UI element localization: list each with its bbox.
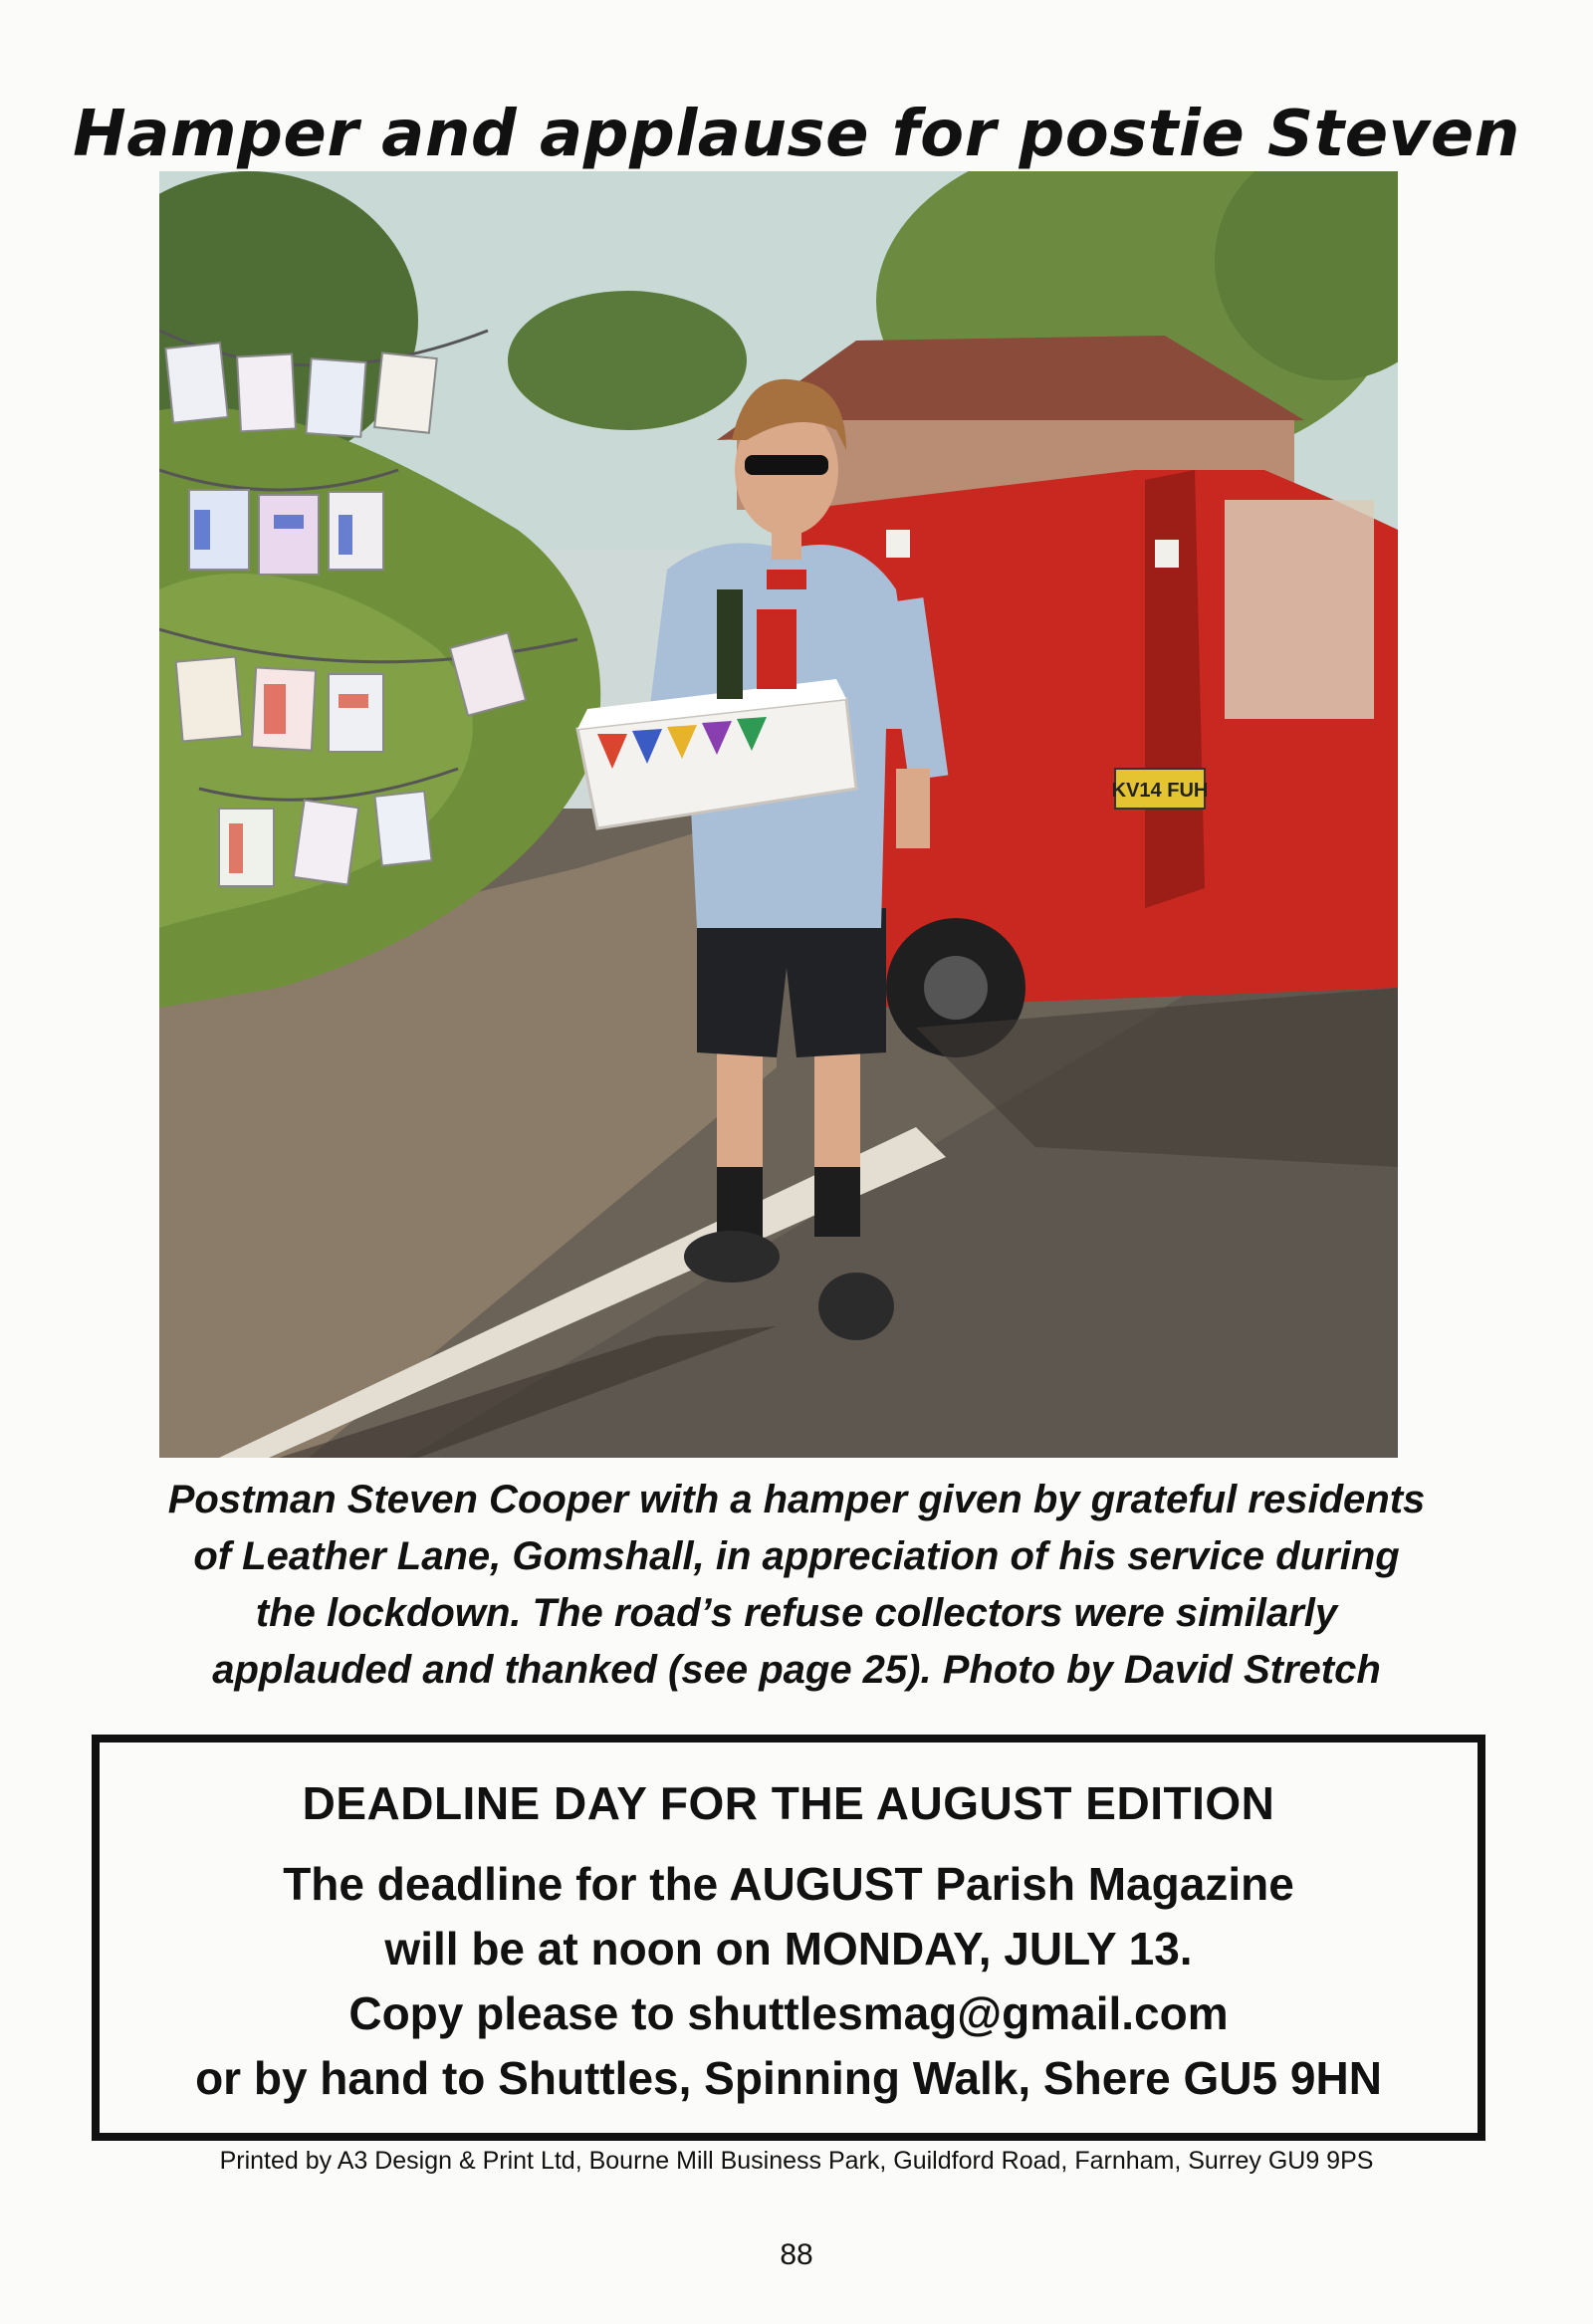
deadline-body <box>100 1852 1478 2111</box>
article-photo <box>159 171 1398 1458</box>
deadline-line: will be at noon on MONDAY, JULY 13. <box>384 1923 1193 1975</box>
page-number: 88 <box>780 2238 813 2271</box>
deadline-address-line: or by hand to Shuttles, Spinning Walk, Shere GU5 9HN <box>195 2052 1382 2104</box>
photo-caption <box>70 1472 1523 1699</box>
article-title: Hamper and applause for postie Steven <box>73 97 1520 171</box>
printer-credit: Printed by A3 Design & Print Ltd, Bourne Mill Business Park, Guildford Road, Farnham, Surrey GU9 9PS <box>219 2147 1374 2175</box>
caption-line: of Leather Lane, Gomshall, in appreciation of his service during <box>193 1534 1400 1578</box>
deadline-email-line: Copy please to shuttlesmag@gmail.com <box>348 1987 1229 2039</box>
postman-photo-illustration <box>159 171 1398 1458</box>
deadline-notice-box <box>92 1735 1485 2141</box>
caption-line: the lockdown. The road’s refuse collectors were similarly <box>255 1591 1338 1635</box>
caption-line: Postman Steven Cooper with a hamper given by grateful residents <box>167 1478 1426 1521</box>
deadline-line: The deadline for the AUGUST Parish Magazine <box>283 1858 1294 1910</box>
van-plate: KV14 FUH <box>1111 780 1209 802</box>
caption-line: applauded and thanked (see page 25). Photo by David Stretch <box>212 1648 1381 1692</box>
deadline-heading: DEADLINE DAY FOR THE AUGUST EDITION <box>302 1777 1275 1829</box>
